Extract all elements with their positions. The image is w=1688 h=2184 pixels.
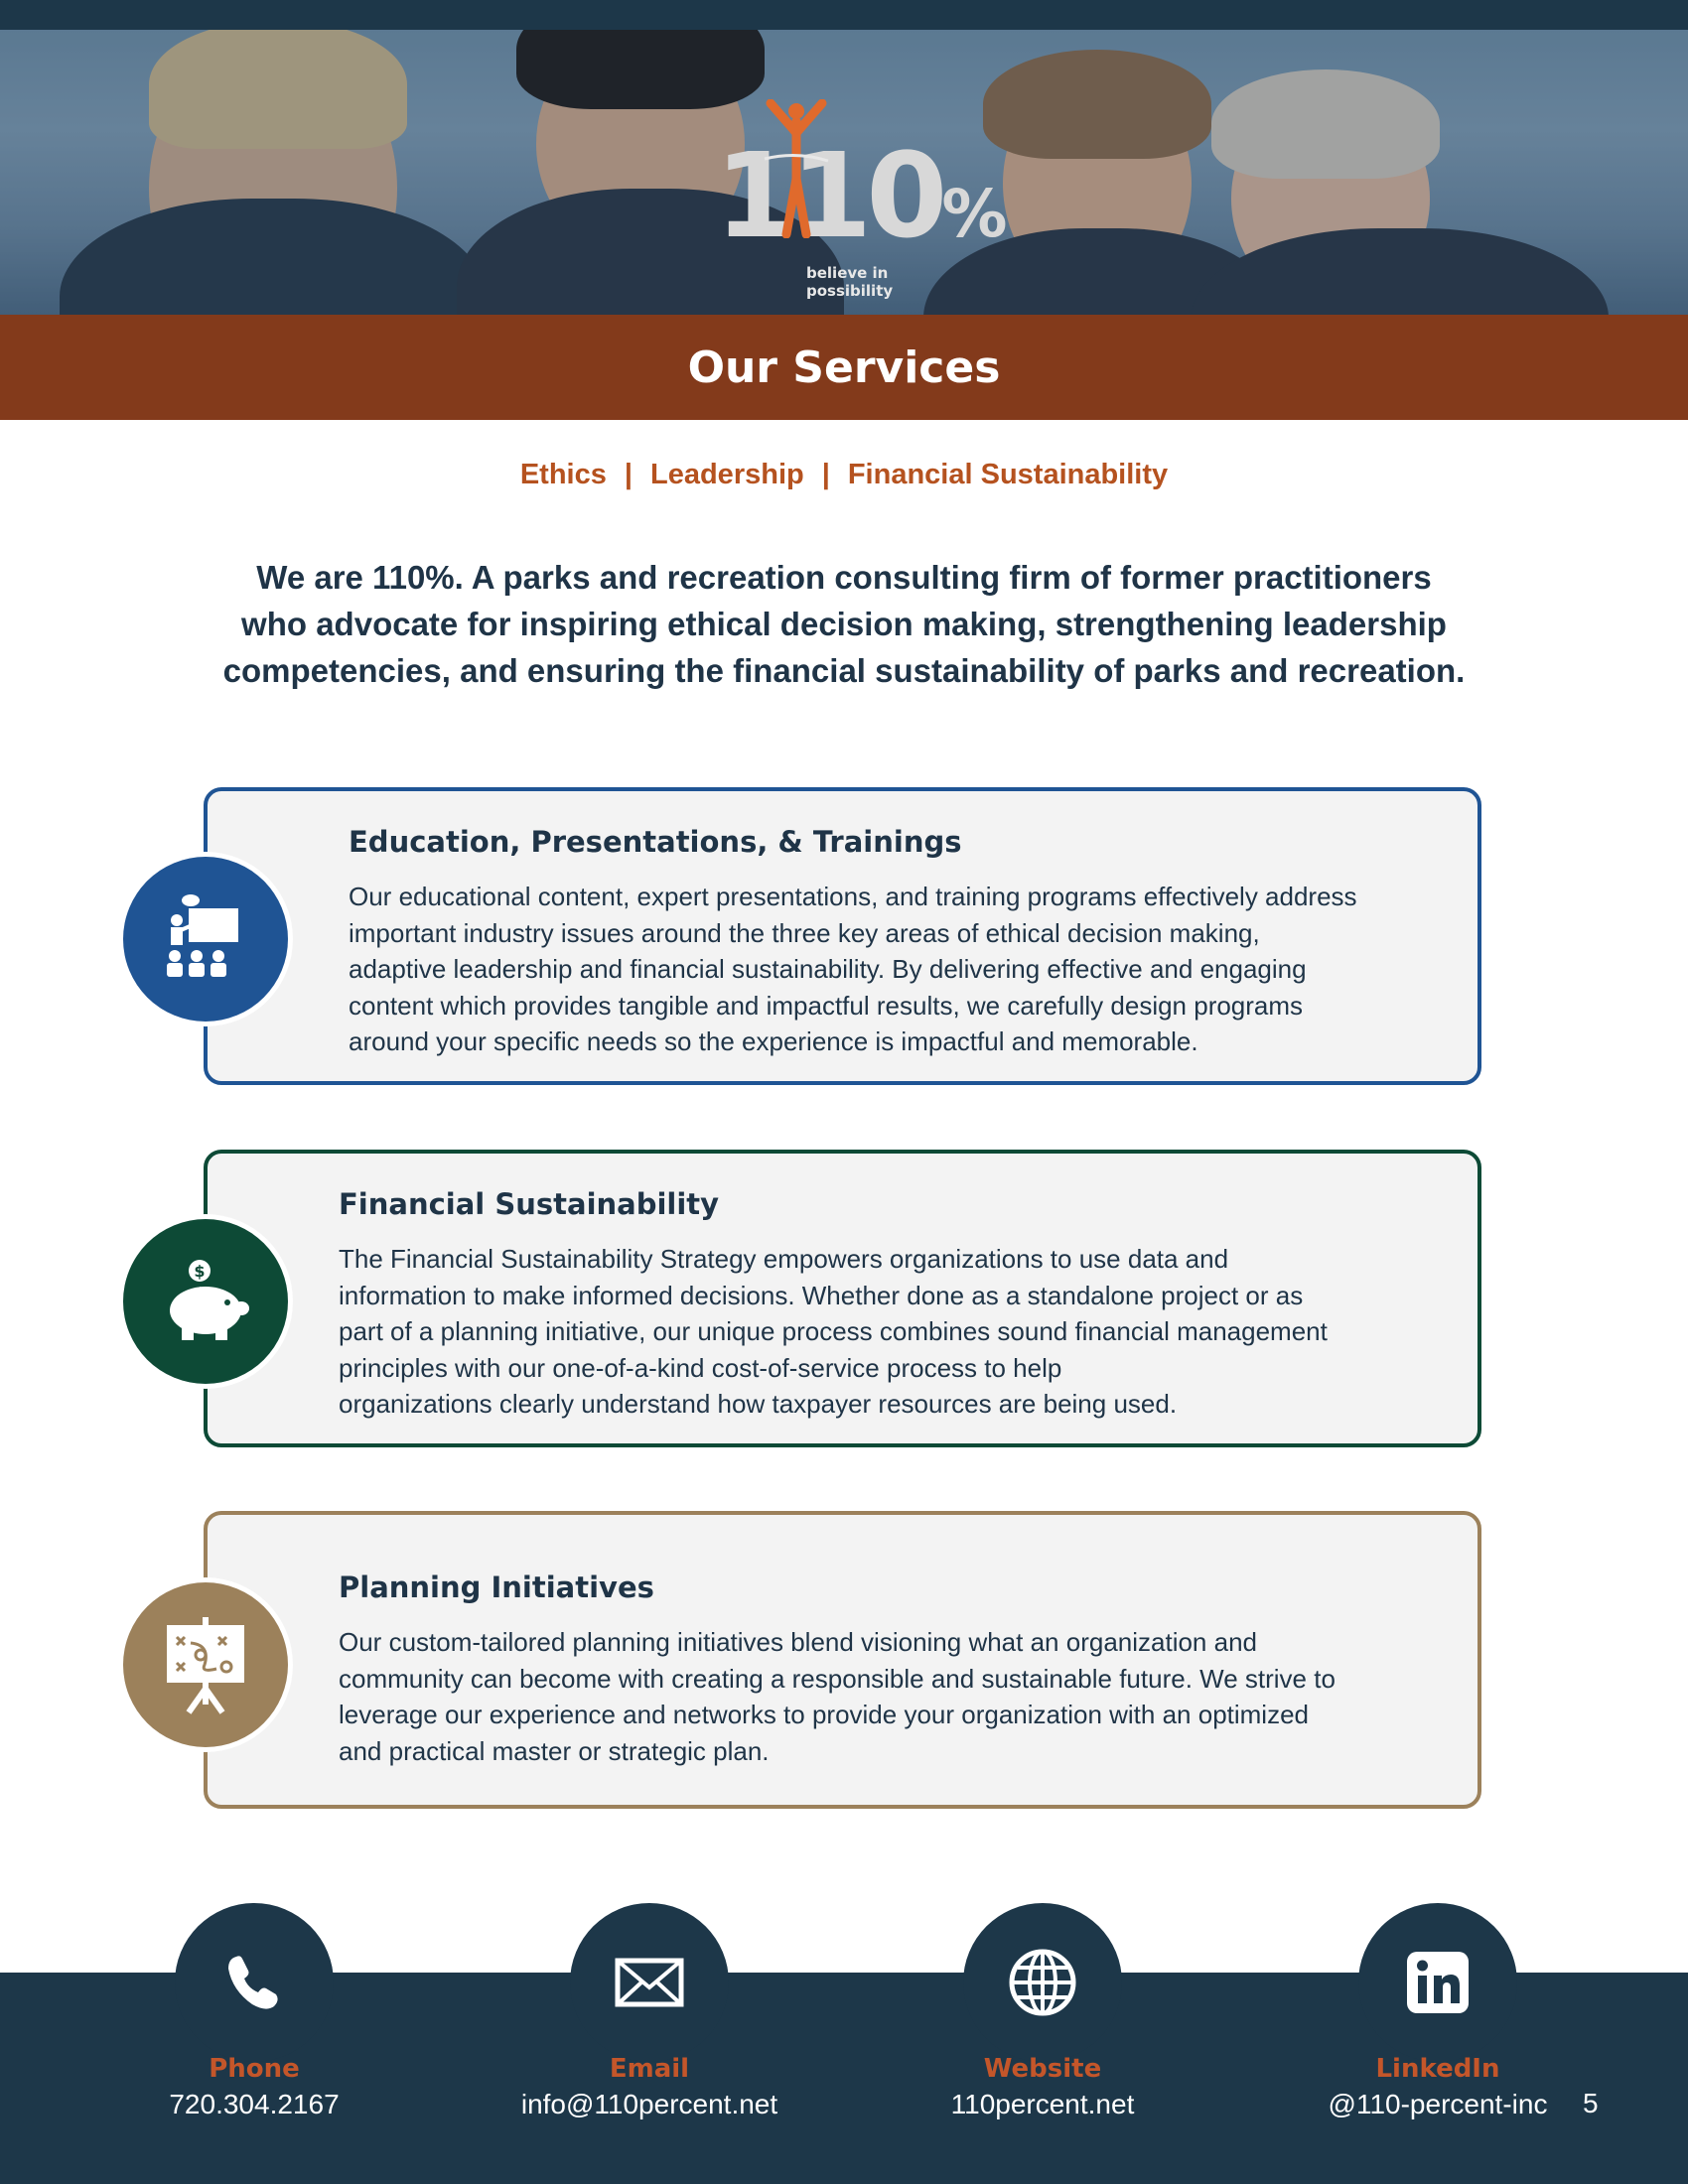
- logo-tagline: believe in possibility: [806, 264, 894, 300]
- svg-text:$: $: [194, 1262, 206, 1281]
- intro-line: who advocate for inspiring ethical decision making, strengthening leadership: [241, 606, 1447, 642]
- service-description: Our custom-tailored planning initiatives blend visioning what an organization and community can become with creating a responsible and sustainable future. We strive to leverage our experience and networks to provide your organization with an optimized and practical master or strategic plan.: [339, 1627, 1336, 1766]
- email-label: Email: [609, 2054, 690, 2084]
- intro-line: competencies, and ensuring the financial sustainability of parks and recreation.: [222, 652, 1466, 689]
- email-button[interactable]: [570, 1903, 729, 2062]
- service-icon-ring: [118, 1577, 293, 1752]
- website-button[interactable]: [963, 1903, 1122, 2062]
- intro-line: We are 110%. A parks and recreation consulting firm of former practitioners: [256, 559, 1432, 596]
- pillar-financial-sustainability: Financial Sustainability: [847, 459, 1169, 490]
- linkedin-button[interactable]: [1358, 1903, 1517, 2062]
- service-card-financial: [204, 1150, 1481, 1447]
- linkedin-label: LinkedIn: [1375, 2054, 1500, 2084]
- phone-icon: [222, 1951, 286, 2014]
- page-title: Our Services: [687, 341, 1001, 393]
- pillar-separator: |: [821, 459, 830, 490]
- service-description: Our educational content, expert presentations, and training programs effectively address important industry issues around the three key areas of ethical decision making, adaptive leadership and financial sustainability. By delivering effective and engaging content which provides tangible and impactful results, we carefully design programs around your specific needs so the experience is impactful and memorable.: [349, 882, 1357, 1056]
- runner-figure-icon: [757, 99, 836, 238]
- hero-photo-banner: [0, 30, 1688, 315]
- linkedin-icon: [1407, 1952, 1469, 2013]
- top-strip: [0, 0, 1688, 30]
- service-title: Financial Sustainability: [339, 1187, 720, 1221]
- phone-number[interactable]: 720.304.2167: [169, 2089, 340, 2119]
- logo-percent: %: [941, 176, 1008, 252]
- website-link[interactable]: 110percent.net: [950, 2089, 1135, 2119]
- title-band: [0, 315, 1688, 420]
- pillars-line: [0, 459, 1688, 491]
- intro-statement: [169, 554, 1519, 694]
- linkedin-handle[interactable]: @110-percent-inc: [1328, 2089, 1548, 2119]
- company-logo: [715, 89, 1008, 300]
- pillar-ethics: Ethics: [519, 459, 607, 490]
- service-card-planning: [204, 1511, 1481, 1809]
- service-icon-ring: [118, 1214, 293, 1389]
- presentation-audience-icon: [123, 857, 288, 1022]
- piggy-bank-icon: [123, 1219, 288, 1384]
- phone-label: Phone: [209, 2054, 300, 2084]
- globe-icon: [1008, 1948, 1077, 2017]
- phone-button[interactable]: [175, 1903, 334, 2062]
- service-title: Education, Presentations, & Trainings: [349, 825, 962, 859]
- envelope-icon: [615, 1958, 684, 2007]
- logo-number: 110: [715, 127, 942, 264]
- service-title: Planning Initiatives: [339, 1570, 654, 1604]
- strategy-board-icon: [123, 1582, 288, 1747]
- service-card-education: [204, 787, 1481, 1085]
- website-label: Website: [983, 2054, 1102, 2084]
- pillar-leadership: Leadership: [650, 459, 804, 490]
- page-number: 5: [1583, 2088, 1599, 2118]
- pillar-separator: |: [624, 459, 633, 490]
- service-description: The Financial Sustainability Strategy empowers organizations to use data and information to make informed decisions. Whether done as a standalone project or as part of a planning initiative, our unique process combines sound financial management principles with our one-of-a-kind cost-of-service process to help organizations clearly understand how taxpayer resources are being used.: [339, 1244, 1328, 1419]
- email-address[interactable]: info@110percent.net: [520, 2089, 778, 2119]
- service-icon-ring: [118, 852, 293, 1026]
